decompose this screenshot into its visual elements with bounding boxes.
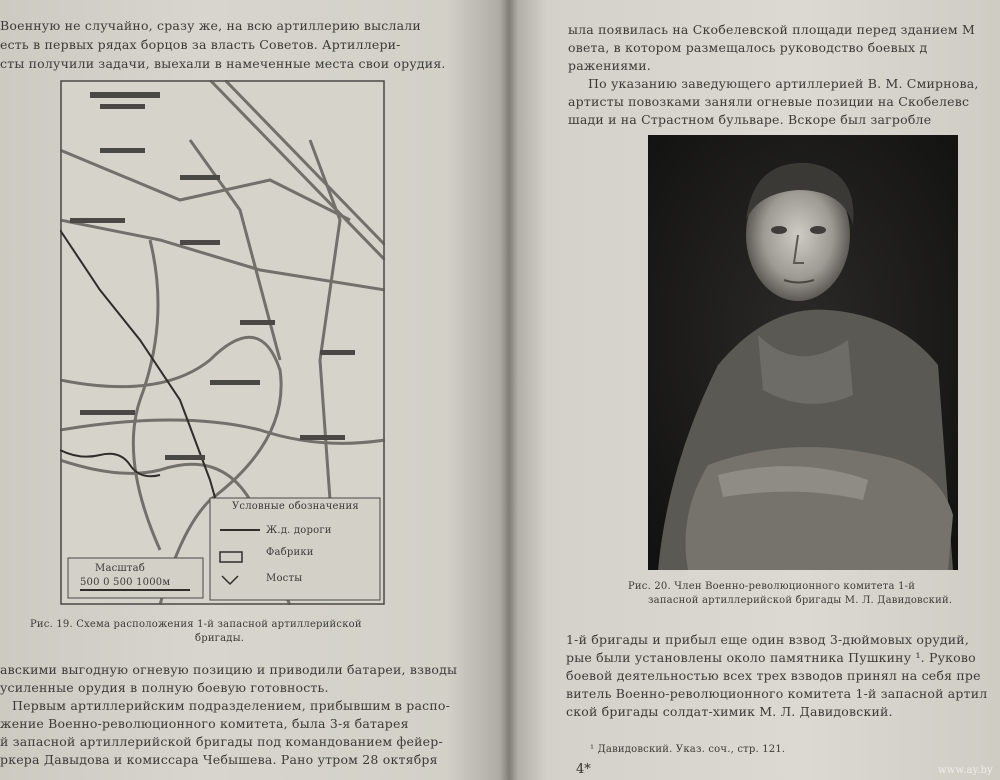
figure-19-caption-line-2: бригады. (195, 633, 245, 644)
left-top-line-1: Военную не случайно, сразу же, на всю артиллерию выслали (0, 18, 421, 33)
left-top-line-2: есть в первых рядах борцов за власть Советов. Артиллери- (0, 37, 401, 52)
right-body-line-2: рые были установлены около памятника Пушкину ¹. Руково (566, 650, 976, 665)
left-body-line-1: авскими выгодную огневую позицию и приводили батареи, взводы (0, 662, 458, 677)
map-legend-bridges: Мосты (266, 573, 303, 584)
left-top-line-3: сты получили задачи, выехали в намеченные места свои орудия. (0, 56, 446, 71)
left-body-line-4: жение Военно-революционного комитета, была 3-я батарея (0, 716, 409, 731)
figure-19-caption-line-1: Рис. 19. Схема расположения 1-й запасной артиллерийской (30, 619, 362, 630)
book-gutter-shadow (500, 0, 518, 780)
right-body-line-3: боевой деятельностью всех трех взводов принял на себя пре (566, 668, 981, 683)
map-legend-factories: Фабрики (266, 547, 314, 558)
footnote: ¹ Давидовский. Указ. соч., стр. 121. (590, 744, 786, 755)
portrait-photo (648, 135, 958, 570)
right-page (508, 0, 1000, 780)
right-top-line-4: По указанию заведующего артиллерией В. М. Смирнова, (588, 76, 979, 91)
left-body-line-6: ркера Давыдова и комиссара Чебышева. Рано утром 28 октября (0, 752, 438, 767)
map-scale-label: Масштаб (95, 563, 146, 574)
district-map-figure (60, 80, 385, 605)
left-body-line-2: усиленные орудия в полную боевую готовность. (0, 680, 329, 695)
right-top-line-3: ражениями. (568, 58, 651, 73)
left-body-line-3: Первым артиллерийским подразделением, прибывшим в распо- (12, 698, 451, 713)
right-body-line-4: витель Военно-революционного комитета 1-й запасной артил (566, 686, 988, 701)
page-number: 4* (576, 762, 591, 777)
right-top-line-2: овета, в котором размещалось руководство боевых д (568, 40, 928, 55)
left-body-line-5: й запасной артиллерийской бригады под командованием фейер- (0, 734, 443, 749)
right-top-line-6: шади и на Страстном бульваре. Вскоре был загробле (568, 112, 932, 127)
watermark: www.ay.by (938, 765, 993, 776)
right-top-line-1: ыла появилась на Скобелевской площади перед зданием М (568, 22, 975, 37)
right-body-line-5: ской бригады солдат-химик М. Л. Давидовский. (566, 704, 893, 719)
figure-20-caption-line-2: запасной артиллерийской бригады М. Л. Давидовский. (648, 595, 953, 606)
figure-20-caption-line-1: Рис. 20. Член Военно-революционного комитета 1-й (628, 581, 916, 592)
map-legend-railway: Ж.д. дороги (266, 525, 332, 536)
map-scale-values: 500 0 500 1000м (80, 577, 171, 588)
right-top-line-5: артисты повозками заняли огневые позиции на Скобелевс (568, 94, 970, 109)
right-body-line-1: 1-й бригады и прибыл еще один взвод 3-дюймовых орудий, (566, 632, 970, 647)
map-legend-title: Условные обозначения (232, 501, 359, 512)
